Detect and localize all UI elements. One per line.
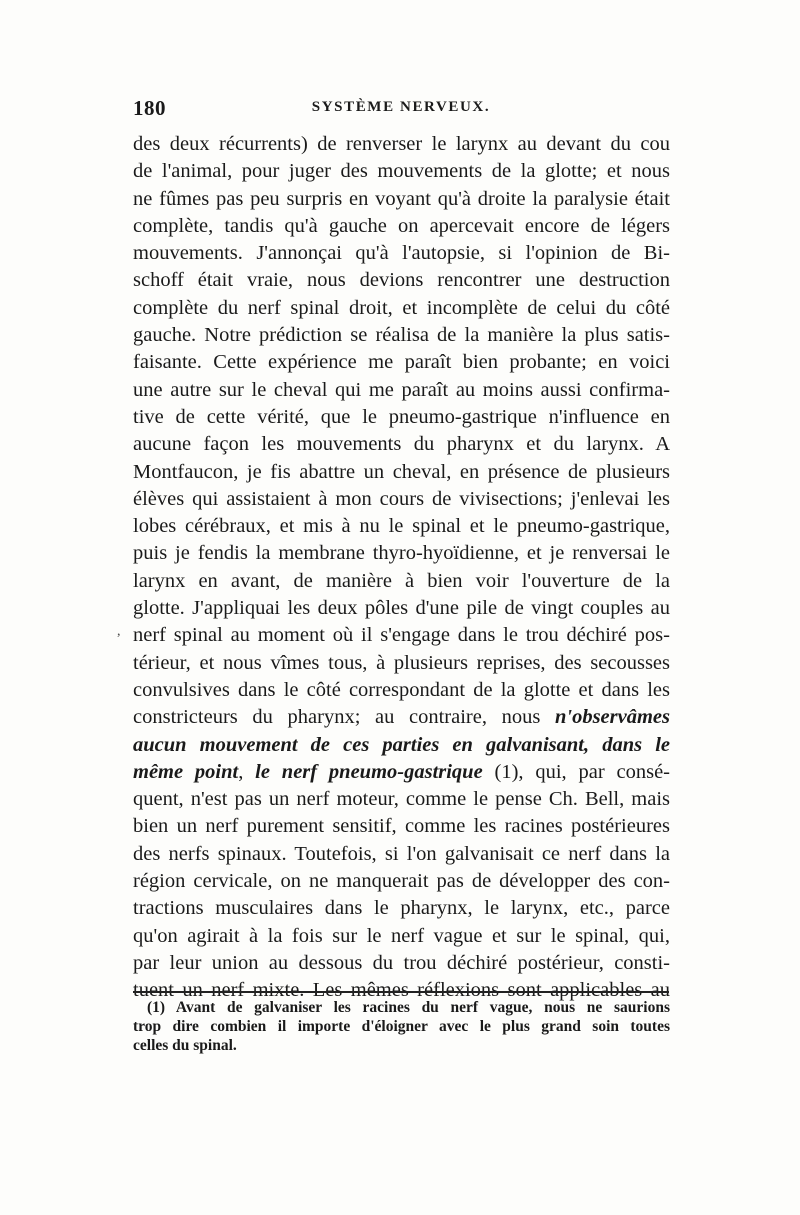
footnote-rule — [133, 991, 669, 993]
footnote-line: celles du spinal. — [133, 1037, 237, 1054]
text-line: schoff était vraie, nous devions rencontrer une destruction — [133, 269, 670, 292]
text-run: , — [238, 760, 256, 783]
text-line: aucune façon les mouvements du pharynx et du larynx. A — [133, 433, 670, 456]
text-line: térieur, et nous vîmes tous, à plusieurs reprises, des secousses — [133, 651, 670, 674]
emphasis-run: aucun mouvement de ces parties en galvanisant, dans le — [133, 733, 670, 756]
main-text — [133, 131, 670, 1005]
running-title: SYSTÈME NERVEUX. — [311, 99, 491, 115]
text-line: complète du nerf spinal droit, et incomplète de celui du côté — [133, 296, 670, 319]
page-number: 180 — [133, 96, 166, 120]
text-line: lobes cérébraux, et mis à nu le spinal et le pneumo-gastrique, — [133, 515, 670, 538]
text-line: faisante. Cette expérience me paraît bien probante; en voici — [133, 351, 670, 374]
text-line: Montfaucon, je fis abattre un cheval, en présence de plusieurs — [133, 460, 670, 483]
text-line: nerf spinal au moment où il s'engage dans le trou déchiré pos- — [133, 624, 670, 647]
text-line: de l'animal, pour juger des mouvements de la glotte; et nous — [133, 160, 670, 183]
emphasis-run: n'observâmes — [554, 706, 670, 729]
text-line: quent, n'est pas un nerf moteur, comme le pense Ch. Bell, mais — [133, 788, 670, 811]
text-line: une autre sur le cheval qui me paraît au moins aussi confirma- — [133, 378, 670, 401]
text-line: élèves qui assistaient à mon cours de vivisections; j'enlevai les — [133, 487, 670, 510]
text-line: des deux récurrents) de renverser le larynx au devant du cou — [133, 133, 670, 155]
text-line: larynx en avant, de manière à bien voir l'ouverture de la — [133, 569, 670, 592]
text-line: qu'on agirait à la fois sur le nerf vague et sur le spinal, qui, — [133, 924, 670, 947]
footnote-line: trop dire combien il importe d'éloigner avec le plus grand soin toutes — [133, 1018, 670, 1035]
text-line: complète, tandis qu'à gauche on apercevait encore de légers — [133, 214, 670, 237]
text-line-mixed — [133, 759, 670, 786]
text-line: gauche. Notre prédiction se réalisa de la manière la plus satis- — [133, 324, 670, 347]
footnote-line: (1) Avant de galvaniser les racines du nerf vague, nous ne saurions — [147, 999, 670, 1016]
text-line: ne fûmes pas peu surpris en voyant qu'à droite la paralysie était — [133, 187, 670, 210]
text-line: tive de cette vérité, que le pneumo-gastrique n'influence en — [133, 405, 670, 428]
text-run: (1), qui, par consé- — [482, 760, 671, 783]
text-line: glotte. J'appliquai les deux pôles d'une pile de vingt couples au — [133, 597, 670, 620]
emphasis-run: même point — [133, 760, 239, 783]
text-line: tractions musculaires dans le pharynx, le larynx, etc., parce — [133, 897, 670, 920]
text-run: constricteurs du pharynx; au contraire, nous — [133, 706, 555, 729]
text-line: bien un nerf purement sensitif, comme les racines postérieures — [133, 815, 670, 838]
text-line: par leur union au dessous du trou déchiré postérieur, consti- — [133, 951, 670, 974]
text-line: puis je fendis la membrane thyro-hyoïdienne, et je renversai le — [133, 542, 670, 565]
footnote — [133, 998, 670, 1055]
text-line: mouvements. J'annonçai qu'à l'autopsie, si l'opinion de Bi- — [133, 242, 670, 265]
text-line: région cervicale, on ne manquerait pas de développer des con- — [133, 870, 670, 893]
text-line-mixed — [133, 704, 670, 731]
text-line: des nerfs spinaux. Toutefois, si l'on galvanisait ce nerf dans la — [133, 842, 670, 865]
emphasis-run: le nerf pneumo-gastrique — [255, 760, 483, 783]
text-line: tuent un nerf mixte. Les mêmes réflexions sont applicables au — [133, 979, 670, 1002]
running-head — [133, 96, 669, 120]
text-line-emphasis — [133, 732, 670, 759]
margin-mark: , — [117, 624, 121, 639]
text-line: convulsives dans le côté correspondant de la glotte et dans les — [133, 678, 670, 701]
